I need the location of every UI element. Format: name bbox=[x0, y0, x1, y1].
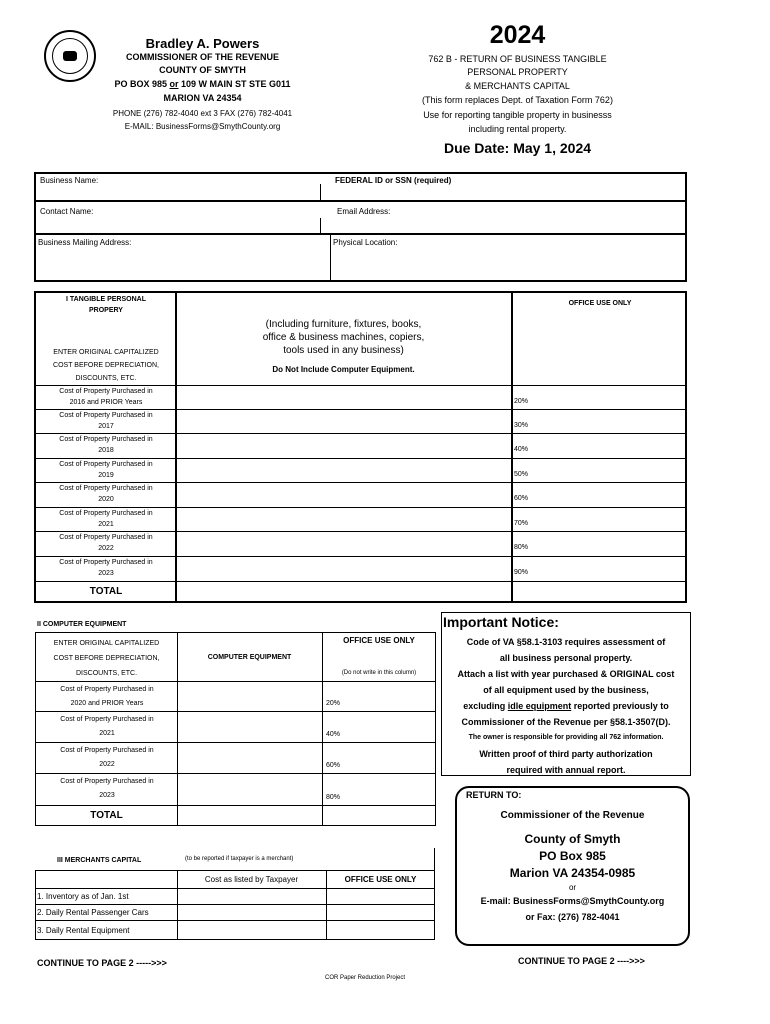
continue-left: CONTINUE TO PAGE 2 ----->>> bbox=[37, 958, 167, 968]
s3-hline-head bbox=[35, 888, 435, 889]
idle-equipment-text: idle equipment bbox=[507, 701, 572, 711]
return-email: E-mail: BusinessForms@SmythCounty.org bbox=[480, 896, 665, 906]
notice-line-9: required with annual report. bbox=[506, 765, 626, 775]
info-vline-1 bbox=[320, 184, 321, 200]
s2-title: II COMPUTER EQUIPMENT bbox=[37, 621, 127, 628]
s2-no-write: (Do not write in this column) bbox=[341, 670, 417, 676]
info-divider-1 bbox=[34, 200, 687, 202]
s2-office-use: OFFICE USE ONLY bbox=[343, 636, 415, 645]
s2-enter-2: COST BEFORE DEPRECIATION, bbox=[53, 655, 160, 662]
commissioner-title: COMMISSIONER OF THE REVENUE bbox=[125, 52, 279, 62]
form-line-2: PERSONAL PROPERTY bbox=[467, 67, 568, 77]
s3-note: (to be reported if taxpayer is a merchant) bbox=[185, 856, 294, 862]
s1-office-use: OFFICE USE ONLY bbox=[568, 300, 632, 307]
notice-line-6: Commissioner of the Revenue per §58.1-3507(D). bbox=[461, 717, 671, 727]
notice-line-8: Written proof of third party authorization bbox=[479, 749, 653, 759]
s1-pct: 30% bbox=[514, 422, 529, 429]
form-line-6: including rental property. bbox=[468, 124, 567, 134]
notice-line-7: The owner is responsible for providing all 762 information. bbox=[468, 734, 664, 741]
s2-row-label: Cost of Property Purchased in 2023 bbox=[60, 778, 154, 799]
s2-total-label: TOTAL bbox=[90, 810, 123, 821]
s3-col2-header: OFFICE USE ONLY bbox=[344, 875, 417, 884]
notice-line-5: excluding idle equipment reported previously to bbox=[463, 701, 669, 711]
county-name: COUNTY OF SMYTH bbox=[159, 65, 246, 75]
s2-hline-2 bbox=[35, 742, 436, 743]
info-vline-2 bbox=[320, 218, 321, 233]
s1-pct: 50% bbox=[514, 471, 529, 478]
s3-row-label: 1. Inventory as of Jan. 1st bbox=[37, 892, 129, 901]
s1-description bbox=[177, 318, 510, 375]
notice-title: Important Notice: bbox=[443, 614, 559, 630]
s2-hline-head bbox=[35, 681, 436, 682]
s2-row-label: Cost of Property Purchased in 2021 bbox=[60, 716, 154, 737]
s2-hline-1 bbox=[35, 711, 436, 712]
s1-enter-2: COST BEFORE DEPRECIATION, bbox=[53, 362, 159, 369]
return-box: PO Box 985 bbox=[539, 849, 606, 863]
s2-pct: 40% bbox=[326, 731, 341, 738]
info-vline-3 bbox=[330, 233, 331, 282]
cor-note: COR Paper Reduction Project bbox=[325, 975, 406, 981]
s1-row-label: Cost of Property Purchased in 2020 bbox=[59, 485, 153, 503]
form-title-block bbox=[400, 20, 635, 157]
return-or: or bbox=[568, 883, 577, 892]
s2-enter-instructions bbox=[37, 636, 176, 681]
street: 109 W MAIN ST STE G011 bbox=[181, 79, 291, 89]
federal-id-label: FEDERAL ID or SSN (required) bbox=[335, 176, 452, 185]
s2-pct: 80% bbox=[326, 794, 341, 801]
commissioner-block bbox=[100, 36, 305, 132]
s3-col1-header: Cost as listed by Taxpayer bbox=[204, 875, 299, 884]
form-line-3: & MERCHANTS CAPITAL bbox=[465, 81, 570, 91]
s1-row-label: Cost of Property Purchased in 2019 bbox=[59, 461, 153, 479]
s1-row-label: Cost of Property Purchased in 2017 bbox=[59, 412, 153, 430]
s3-vline-top bbox=[434, 848, 435, 870]
s1-desc-1: (Including furniture, fixtures, books, bbox=[265, 319, 422, 330]
s1-pct: 20% bbox=[514, 398, 529, 405]
physical-location-label: Physical Location: bbox=[333, 238, 398, 247]
return-office: Commissioner of the Revenue bbox=[500, 810, 645, 821]
s3-hline-2 bbox=[35, 920, 435, 921]
s1-pct: 60% bbox=[514, 495, 529, 502]
notice-line-3: Attach a list with year purchased & ORIGINAL cost bbox=[457, 669, 675, 679]
return-fax: or Fax: (276) 782-4041 bbox=[525, 912, 620, 922]
s1-desc-3: tools used in any business) bbox=[283, 345, 404, 356]
s2-pct: 20% bbox=[326, 700, 341, 707]
contact-name-label: Contact Name: bbox=[40, 207, 94, 216]
s1-title bbox=[38, 295, 174, 315]
info-divider-2 bbox=[34, 233, 687, 235]
form-year: 2024 bbox=[489, 21, 546, 49]
s3-row-label: 3. Daily Rental Equipment bbox=[37, 926, 130, 935]
s2-col-header: COMPUTER EQUIPMENT bbox=[207, 654, 292, 661]
s2-row-label: Cost of Property Purchased in 2022 bbox=[60, 747, 154, 768]
s2-enter-1: ENTER ORIGINAL CAPITALIZED bbox=[53, 640, 160, 647]
form-line-1: 762 B - RETURN OF BUSINESS TANGIBLE bbox=[428, 54, 607, 64]
phone-fax: PHONE (276) 782-4040 ext 3 FAX (276) 782-4041 bbox=[112, 109, 293, 118]
s3-title: III MERCHANTS CAPITAL bbox=[57, 857, 142, 864]
s1-pct: 70% bbox=[514, 520, 529, 527]
continue-right: CONTINUE TO PAGE 2 ---->>> bbox=[518, 956, 645, 966]
email-address-label: Email Address: bbox=[337, 207, 391, 216]
return-to-label: RETURN TO: bbox=[466, 790, 522, 800]
city: MARION VA 24354 bbox=[163, 93, 242, 103]
s2-hline-4 bbox=[35, 805, 436, 806]
s1-hline-8 bbox=[34, 581, 687, 582]
form-line-4: (This form replaces Dept. of Taxation Form 762) bbox=[422, 95, 613, 105]
business-name-label: Business Name: bbox=[40, 176, 99, 185]
s1-row-label: Cost of Property Purchased in 2023 bbox=[59, 559, 153, 577]
business-info-box bbox=[34, 172, 687, 282]
s1-title-2: PROPERY bbox=[89, 307, 123, 314]
po-box: PO BOX 985 bbox=[114, 79, 167, 89]
s1-total-label: TOTAL bbox=[89, 586, 123, 597]
mailing-line bbox=[100, 79, 305, 90]
s1-enter-1: ENTER ORIGINAL CAPITALIZED bbox=[53, 349, 159, 356]
county-seal bbox=[44, 30, 96, 82]
s2-hline-3 bbox=[35, 773, 436, 774]
notice-line-4: of all equipment used by the business, bbox=[483, 685, 649, 695]
s1-row-label: Cost of Property Purchased in 2016 and PRIOR Years bbox=[59, 388, 153, 406]
s1-desc-2: office & business machines, copiers, bbox=[262, 332, 425, 343]
notice-line-1: Code of VA §58.1-3103 requires assessment of bbox=[466, 637, 666, 647]
due-date: Due Date: May 1, 2024 bbox=[443, 140, 592, 156]
form-line-5: Use for reporting tangible property in businesss bbox=[423, 110, 612, 120]
return-city: Marion VA 24354-0985 bbox=[509, 866, 636, 880]
s1-row-label: Cost of Property Purchased in 2022 bbox=[59, 534, 153, 552]
s1-row-label: Cost of Property Purchased in 2018 bbox=[59, 436, 153, 454]
or-word: or bbox=[169, 79, 179, 89]
s2-enter-3: DISCOUNTS, ETC. bbox=[75, 670, 138, 677]
s1-enter-instructions bbox=[38, 346, 174, 385]
s1-pct: 90% bbox=[514, 569, 529, 576]
s1-row-label: Cost of Property Purchased in 2021 bbox=[59, 510, 153, 528]
s2-pct: 60% bbox=[326, 762, 341, 769]
s1-exclude-note: Do Not Include Computer Equipment. bbox=[272, 365, 415, 374]
s1-enter-3: DISCOUNTS, ETC. bbox=[75, 375, 137, 382]
commissioner-name: Bradley A. Powers bbox=[145, 36, 260, 51]
s1-title-1: I TANGIBLE PERSONAL bbox=[66, 296, 146, 303]
s2-row-label: Cost of Property Purchased in 2020 and PRIOR Years bbox=[60, 686, 154, 707]
s3-hline-1 bbox=[35, 904, 435, 905]
s1-pct: 80% bbox=[514, 544, 529, 551]
mailing-address-label: Business Mailing Address: bbox=[38, 238, 132, 247]
s2-vline-2 bbox=[322, 632, 323, 826]
notice-line-2: all business personal property. bbox=[499, 653, 633, 663]
return-to-address bbox=[457, 807, 688, 926]
seal-inner-ring bbox=[52, 38, 88, 74]
email-line: E-MAIL: BusinessForms@SmythCounty.org bbox=[124, 122, 281, 131]
return-county: County of Smyth bbox=[524, 832, 621, 846]
notice-body bbox=[442, 634, 690, 778]
seal-emblem bbox=[63, 51, 77, 61]
s1-pct: 40% bbox=[514, 446, 529, 453]
s3-row-label: 2. Daily Rental Passenger Cars bbox=[37, 908, 149, 917]
